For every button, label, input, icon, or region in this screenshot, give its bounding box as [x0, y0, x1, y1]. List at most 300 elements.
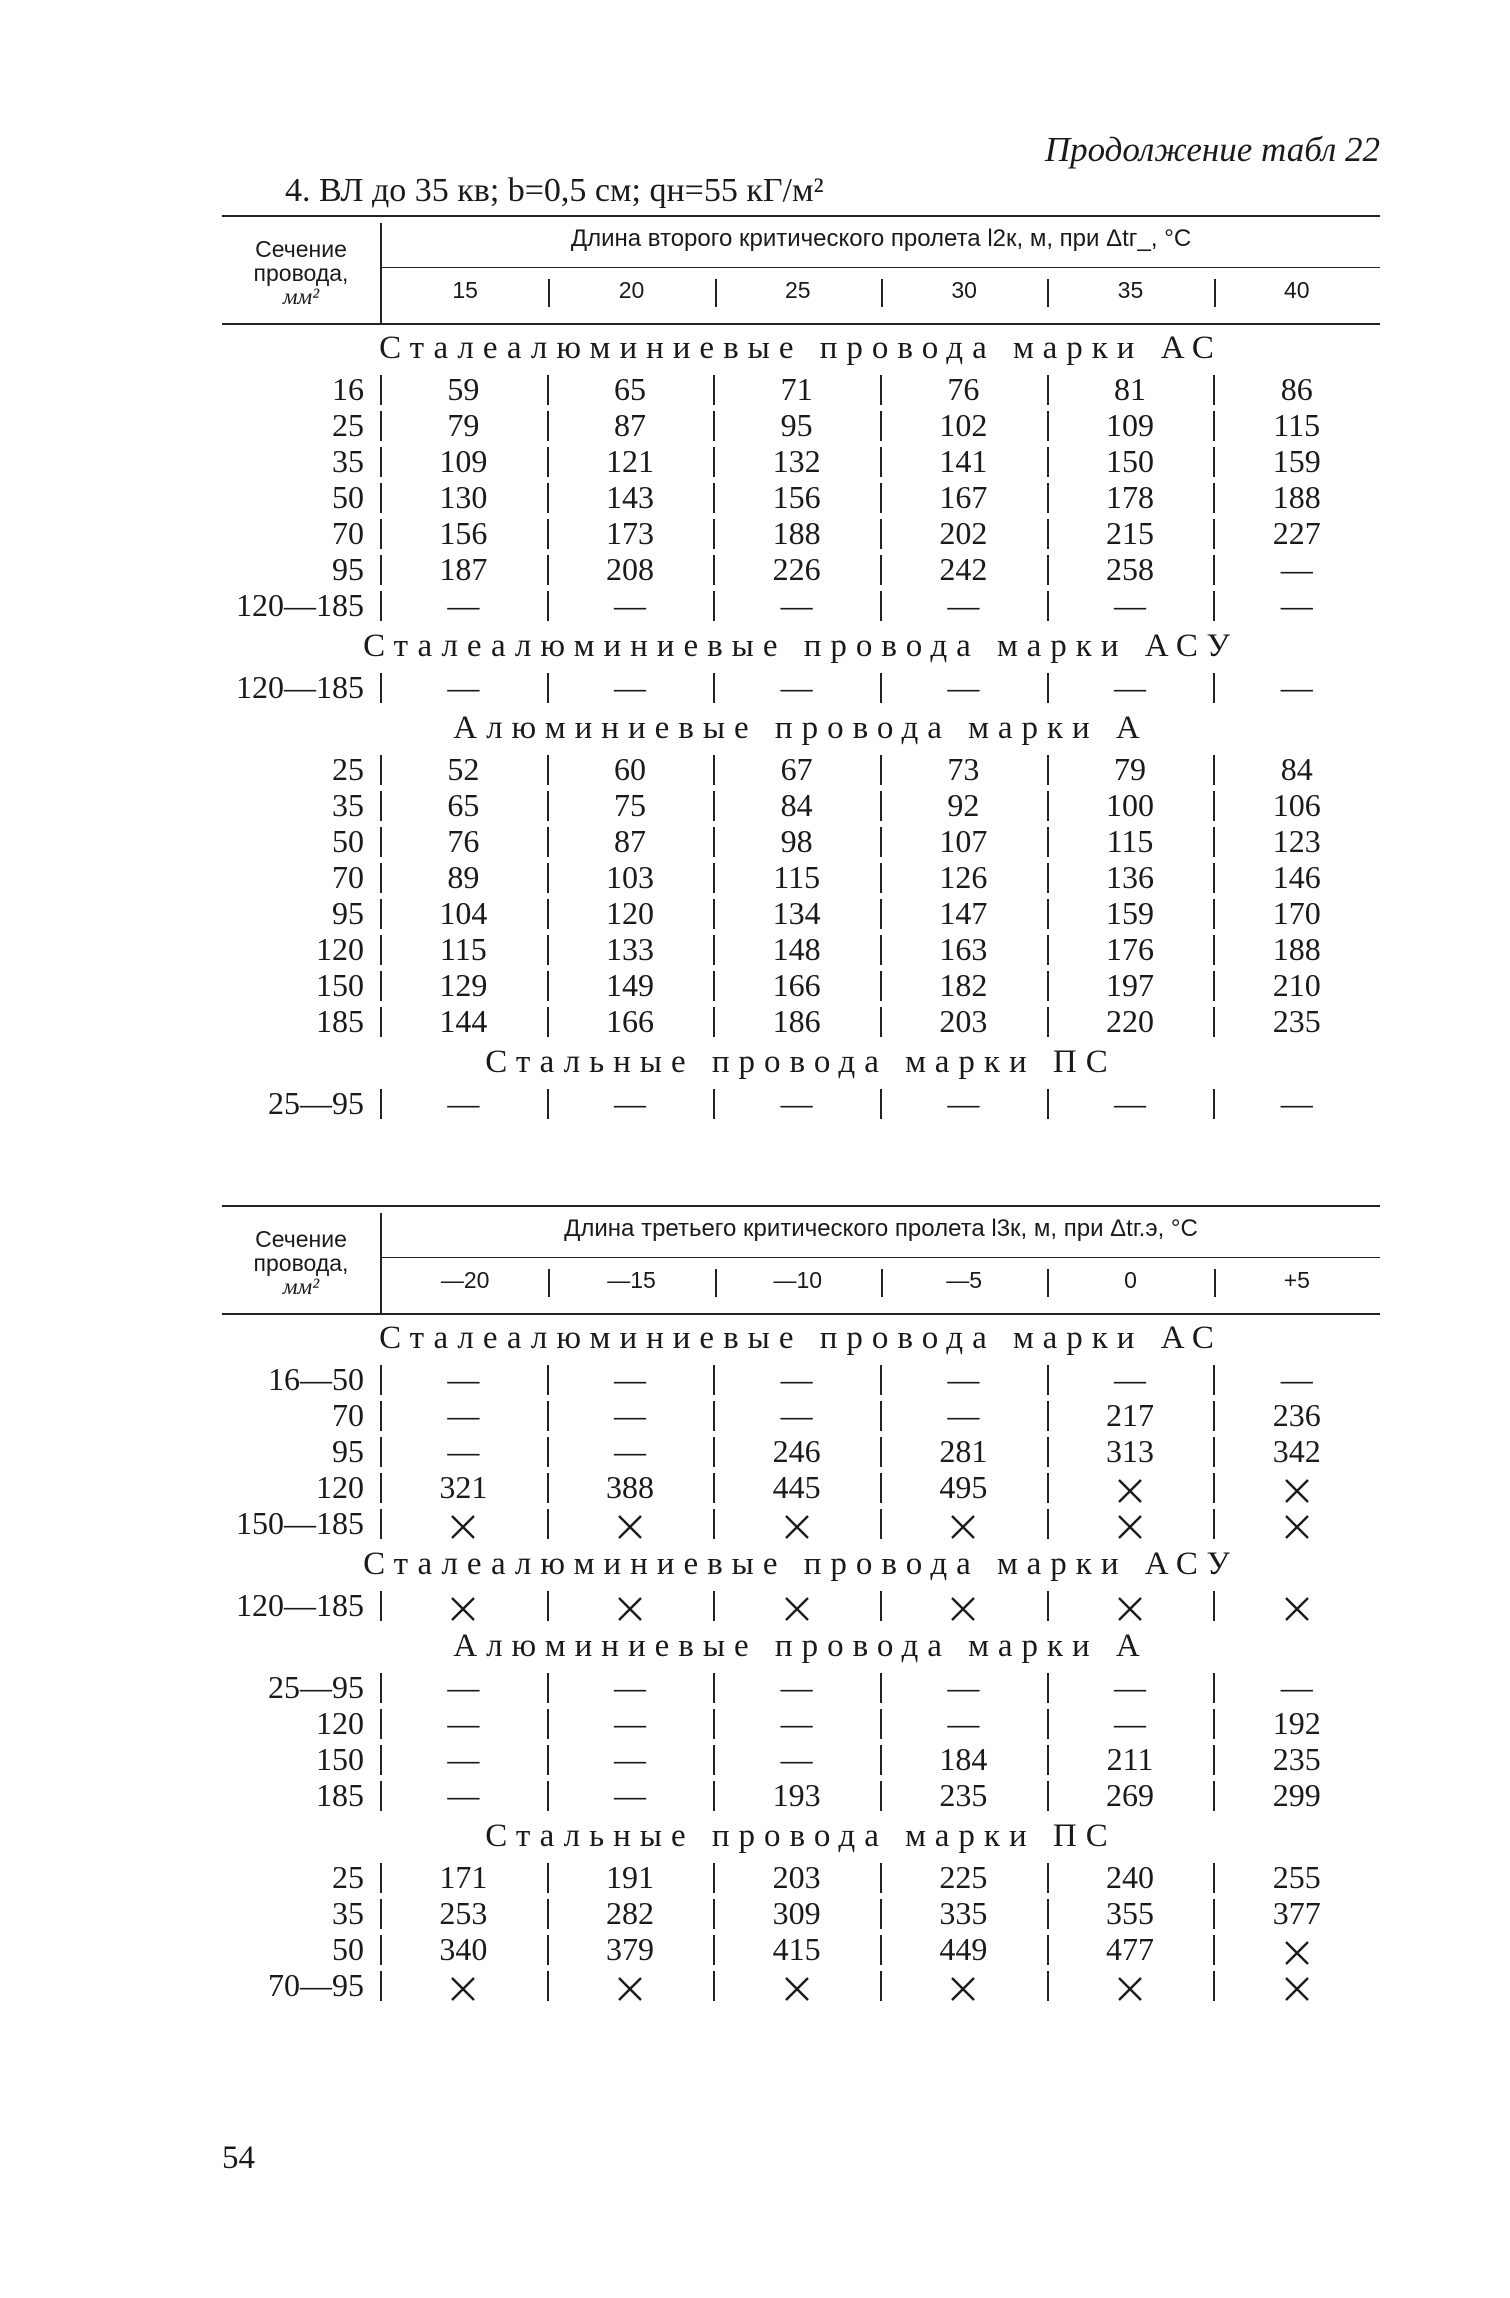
table-cell: 281 [880, 1433, 1047, 1469]
table-cell: 159 [1047, 895, 1214, 931]
table-row [222, 479, 1380, 515]
table-cell: 210 [1213, 967, 1380, 1003]
table-cell: 495 [880, 1469, 1047, 1505]
cross-mark-icon [1115, 1476, 1145, 1506]
table-cell: — [1047, 1361, 1214, 1397]
table-cell: 144 [380, 1003, 547, 1039]
table-row [222, 1587, 1380, 1623]
table-cell: — [1047, 587, 1214, 623]
column-header: 0 [1047, 1263, 1213, 1297]
table-cell: 188 [1213, 931, 1380, 967]
table-cell: 159 [1213, 443, 1380, 479]
table-cell [380, 1587, 547, 1623]
row-label: 70—95 [268, 1967, 364, 2003]
table-header [222, 1207, 1380, 1313]
column-header: 40 [1214, 273, 1380, 307]
table-cell: 342 [1213, 1433, 1380, 1469]
table-cell: — [1213, 1361, 1380, 1397]
row-label: 185 [316, 1003, 364, 1039]
table-cell: — [547, 1777, 714, 1813]
table-caption: 4. ВЛ до 35 кв; b=0,5 см; qн=55 кГ/м² [285, 172, 824, 209]
table-cell: 193 [713, 1777, 880, 1813]
table-cell: 103 [547, 859, 714, 895]
table-cell: — [547, 1433, 714, 1469]
table-cell [547, 1505, 714, 1541]
table-cell: 87 [547, 407, 714, 443]
table-cell: 211 [1047, 1741, 1214, 1777]
cross-mark-icon [448, 1974, 478, 2004]
cross-mark-icon [448, 1512, 478, 1542]
table-cell: — [547, 1705, 714, 1741]
table-cell: 141 [880, 443, 1047, 479]
table-cell: — [1213, 1085, 1380, 1121]
row-label: 35 [332, 1895, 364, 1931]
table-cell [1213, 1469, 1380, 1505]
table-row [222, 1505, 1380, 1541]
table-cell: 134 [713, 895, 880, 931]
table-cell [1047, 1469, 1214, 1505]
table-cell: 89 [380, 859, 547, 895]
table-cell [380, 1967, 547, 2003]
table-cell [1047, 1587, 1214, 1623]
table-row [222, 669, 1380, 705]
table-cell: 191 [547, 1859, 714, 1895]
table-cell: — [713, 1705, 880, 1741]
row-label: 120 [316, 931, 364, 967]
table-cell: 120 [547, 895, 714, 931]
table-cell: — [713, 1361, 880, 1397]
table-row [222, 1085, 1380, 1121]
cross-mark-icon [1282, 1974, 1312, 2004]
table-row [222, 1469, 1380, 1505]
table-cell: 176 [1047, 931, 1214, 967]
table-cell [547, 1587, 714, 1623]
table-row [222, 1895, 1380, 1931]
section-title: Стальные провода марки ПС [485, 1044, 1117, 1080]
table-cell: 166 [713, 967, 880, 1003]
table-cell: 132 [713, 443, 880, 479]
table-cell: 59 [380, 371, 547, 407]
table-row [222, 443, 1380, 479]
table-second-critical-span [222, 215, 1380, 1121]
cross-mark-icon [1282, 1938, 1312, 1968]
table-cell: 246 [713, 1433, 880, 1469]
table-cell: 182 [880, 967, 1047, 1003]
table-cell: 170 [1213, 895, 1380, 931]
table-cell: — [380, 1361, 547, 1397]
table-cell: — [713, 1085, 880, 1121]
table-cell: 197 [1047, 967, 1214, 1003]
table-cell [1213, 1505, 1380, 1541]
row-label: 25 [332, 407, 364, 443]
table-cell: — [380, 1085, 547, 1121]
table-cell: 477 [1047, 1931, 1214, 1967]
table-cell [713, 1967, 880, 2003]
row-label: 70 [332, 1397, 364, 1433]
table-cell: 52 [380, 751, 547, 787]
table-cell: 115 [713, 859, 880, 895]
table-cell: 156 [713, 479, 880, 515]
table-cell: — [380, 1741, 547, 1777]
column-header: 30 [881, 273, 1047, 307]
table-cell: 309 [713, 1895, 880, 1931]
section-title: Стальные провода марки ПС [485, 1818, 1117, 1854]
table-cell: — [880, 1397, 1047, 1433]
table-cell: 136 [1047, 859, 1214, 895]
cross-mark-icon [1115, 1974, 1145, 2004]
table-row [222, 1003, 1380, 1039]
table-cell: 377 [1213, 1895, 1380, 1931]
header-title: Длина третьего критического пролета l3к, м, при Δtг.э, °С [564, 1215, 1198, 1242]
table-cell: — [380, 669, 547, 705]
table-cell: 102 [880, 407, 1047, 443]
table-cell: 98 [713, 823, 880, 859]
table-cell: 235 [1213, 1741, 1380, 1777]
table-cell: 67 [713, 751, 880, 787]
table-cell: 226 [713, 551, 880, 587]
table-row [222, 751, 1380, 787]
table-cell: — [1047, 1705, 1214, 1741]
table-row [222, 515, 1380, 551]
table-cell: 148 [713, 931, 880, 967]
table-cell: — [1213, 587, 1380, 623]
row-label: 25 [332, 751, 364, 787]
table-cell: 255 [1213, 1859, 1380, 1895]
table-cell: 188 [713, 515, 880, 551]
table-cell: 104 [380, 895, 547, 931]
table-row [222, 1433, 1380, 1469]
table-cell: — [880, 669, 1047, 705]
table-cell: — [380, 587, 547, 623]
table-cell: 149 [547, 967, 714, 1003]
table-cell: 133 [547, 931, 714, 967]
section-title: Сталеалюминиевые провода марки АС [379, 330, 1223, 366]
table-cell: — [713, 587, 880, 623]
table-row [222, 551, 1380, 587]
table-cell: 388 [547, 1469, 714, 1505]
cross-mark-icon [1282, 1476, 1312, 1506]
table-cell: 242 [880, 551, 1047, 587]
table-cell: 109 [1047, 407, 1214, 443]
table-cell: — [880, 1085, 1047, 1121]
section-title: Сталеалюминиевые провода марки АСУ [363, 1546, 1239, 1582]
row-label: 150—185 [236, 1505, 364, 1541]
column-header: —5 [881, 1263, 1047, 1297]
table-cell: — [713, 1397, 880, 1433]
cross-mark-icon [782, 1974, 812, 2004]
table-cell: 236 [1213, 1397, 1380, 1433]
table-cell: 415 [713, 1931, 880, 1967]
table-cell: 449 [880, 1931, 1047, 1967]
table-cell: 123 [1213, 823, 1380, 859]
table-cell [1213, 1587, 1380, 1623]
table-cell: 92 [880, 787, 1047, 823]
column-header: 15 [452, 277, 478, 303]
table-cell: 173 [547, 515, 714, 551]
table-cell: 81 [1047, 371, 1214, 407]
row-label: 50 [332, 823, 364, 859]
row-label: 16—50 [268, 1361, 364, 1397]
table-cell: 107 [880, 823, 1047, 859]
row-label: 120 [316, 1469, 364, 1505]
table-row [222, 967, 1380, 1003]
table-cell: 75 [547, 787, 714, 823]
table-cell: 235 [1213, 1003, 1380, 1039]
section-column-header: Сечение провода, мм² [253, 236, 349, 309]
table-cell: 115 [1047, 823, 1214, 859]
cross-mark-icon [782, 1512, 812, 1542]
table-row [222, 587, 1380, 623]
table-cell: 146 [1213, 859, 1380, 895]
table-cell: 166 [547, 1003, 714, 1039]
table-cell: 106 [1213, 787, 1380, 823]
table-cell: — [1047, 1669, 1214, 1705]
table-cell [1047, 1505, 1214, 1541]
column-header: —15 [548, 1263, 714, 1297]
table-cell: 258 [1047, 551, 1214, 587]
row-label: 120—185 [236, 587, 364, 623]
row-label: 150 [316, 1741, 364, 1777]
table-cell: — [547, 1361, 714, 1397]
table-cell: — [547, 587, 714, 623]
table-cell: 87 [547, 823, 714, 859]
column-header: +5 [1214, 1263, 1380, 1297]
section-title: Сталеалюминиевые провода марки АС [379, 1320, 1223, 1356]
cross-mark-icon [1115, 1512, 1145, 1542]
table-body [222, 1315, 1380, 2003]
table-cell: 184 [880, 1741, 1047, 1777]
table-row [222, 1361, 1380, 1397]
table-body [222, 325, 1380, 1121]
table-cell: 65 [547, 371, 714, 407]
table-cell: 282 [547, 1895, 714, 1931]
row-label: 35 [332, 787, 364, 823]
table-cell: 76 [880, 371, 1047, 407]
table-cell: — [380, 1397, 547, 1433]
table-cell [547, 1967, 714, 2003]
section-column-header: Сечение провода, мм² [253, 1226, 349, 1299]
table-cell: 100 [1047, 787, 1214, 823]
table-cell: — [380, 1705, 547, 1741]
table-row [222, 1741, 1380, 1777]
table-cell: 299 [1213, 1777, 1380, 1813]
table-row [222, 931, 1380, 967]
table-cell: 163 [880, 931, 1047, 967]
table-row [222, 1931, 1380, 1967]
cross-mark-icon [948, 1594, 978, 1624]
table-cell: 235 [880, 1777, 1047, 1813]
table-cell: 355 [1047, 1895, 1214, 1931]
row-label: 35 [332, 443, 364, 479]
table-row [222, 1705, 1380, 1741]
table-cell: 84 [713, 787, 880, 823]
row-label: 95 [332, 895, 364, 931]
table-cell: 126 [880, 859, 1047, 895]
column-header: 20 [548, 273, 714, 307]
table-row [222, 1777, 1380, 1813]
table-cell: 253 [380, 1895, 547, 1931]
table-cell: 321 [380, 1469, 547, 1505]
table-header [222, 217, 1380, 323]
table-row [222, 787, 1380, 823]
cross-mark-icon [615, 1974, 645, 2004]
table-cell: — [1047, 1085, 1214, 1121]
table-cell [713, 1505, 880, 1541]
table-cell: — [380, 1777, 547, 1813]
table-cell: 71 [713, 371, 880, 407]
table-cell: — [880, 587, 1047, 623]
row-label: 70 [332, 515, 364, 551]
table-cell: — [880, 1669, 1047, 1705]
row-label: 50 [332, 479, 364, 515]
table-cell: 445 [713, 1469, 880, 1505]
table-cell: 79 [380, 407, 547, 443]
row-label: 120 [316, 1705, 364, 1741]
table-row [222, 1397, 1380, 1433]
table-cell: 60 [547, 751, 714, 787]
row-label: 120—185 [236, 1587, 364, 1623]
header-columns [382, 273, 1380, 307]
table-cell: 208 [547, 551, 714, 587]
table-cell: — [547, 1741, 714, 1777]
table-third-critical-span [222, 1205, 1380, 2003]
table-cell: 129 [380, 967, 547, 1003]
cross-mark-icon [448, 1594, 478, 1624]
section-title: Алюминиевые провода марки А [453, 1628, 1149, 1664]
table-cell: 130 [380, 479, 547, 515]
column-header: 35 [1047, 273, 1213, 307]
table-cell [1047, 1967, 1214, 2003]
header-title: Длина второго критического пролета l2к, м, при Δtг_, °С [570, 225, 1192, 252]
table-cell: 313 [1047, 1433, 1214, 1469]
table-cell: 73 [880, 751, 1047, 787]
table-cell: — [547, 1397, 714, 1433]
cross-mark-icon [615, 1512, 645, 1542]
table-cell: 171 [380, 1859, 547, 1895]
table-cell: — [880, 1705, 1047, 1741]
table-cell: 217 [1047, 1397, 1214, 1433]
table-cell: 156 [380, 515, 547, 551]
row-label: 95 [332, 551, 364, 587]
table-cell: 143 [547, 479, 714, 515]
table-cell: 227 [1213, 515, 1380, 551]
table-cell: 115 [380, 931, 547, 967]
table-cell: — [380, 1433, 547, 1469]
table-cell: 65 [380, 787, 547, 823]
table-cell [1213, 1967, 1380, 2003]
table-cell: 220 [1047, 1003, 1214, 1039]
table-cell: — [547, 1669, 714, 1705]
cross-mark-icon [1115, 1594, 1145, 1624]
table-cell: — [380, 1669, 547, 1705]
table-cell: 109 [380, 443, 547, 479]
row-label: 25—95 [268, 1669, 364, 1705]
row-label: 25—95 [268, 1085, 364, 1121]
row-label: 95 [332, 1433, 364, 1469]
table-cell: 86 [1213, 371, 1380, 407]
table-cell [880, 1505, 1047, 1541]
table-cell [880, 1587, 1047, 1623]
table-cell [880, 1967, 1047, 2003]
header-columns [382, 1263, 1380, 1297]
table-cell [1213, 1931, 1380, 1967]
table-cell: 192 [1213, 1705, 1380, 1741]
cross-mark-icon [1282, 1512, 1312, 1542]
table-row [222, 407, 1380, 443]
table-cell: 121 [547, 443, 714, 479]
table-cell: 147 [880, 895, 1047, 931]
column-header: —10 [715, 1263, 881, 1297]
table-row [222, 859, 1380, 895]
table-cell [713, 1587, 880, 1623]
table-cell: 203 [713, 1859, 880, 1895]
table-cell: 379 [547, 1931, 714, 1967]
row-label: 70 [332, 859, 364, 895]
table-cell: 186 [713, 1003, 880, 1039]
cross-mark-icon [948, 1974, 978, 2004]
table-cell: 79 [1047, 751, 1214, 787]
table-cell: 178 [1047, 479, 1214, 515]
section-title: Алюминиевые провода марки А [453, 710, 1149, 746]
table-cell: 150 [1047, 443, 1214, 479]
row-label: 150 [316, 967, 364, 1003]
table-cell: 202 [880, 515, 1047, 551]
table-cell: 269 [1047, 1777, 1214, 1813]
row-label: 25 [332, 1859, 364, 1895]
row-label: 185 [316, 1777, 364, 1813]
table-cell: — [1213, 551, 1380, 587]
cross-mark-icon [948, 1512, 978, 1542]
table-cell: 225 [880, 1859, 1047, 1895]
section-title: Сталеалюминиевые провода марки АСУ [363, 628, 1239, 664]
table-cell: — [1213, 1669, 1380, 1705]
table-row [222, 895, 1380, 931]
table-row [222, 1669, 1380, 1705]
table-row [222, 1859, 1380, 1895]
table-cell: 115 [1213, 407, 1380, 443]
row-label: 50 [332, 1931, 364, 1967]
table-cell: — [713, 1669, 880, 1705]
table-row [222, 823, 1380, 859]
table-cell: 76 [380, 823, 547, 859]
table-row [222, 371, 1380, 407]
table-cell: 203 [880, 1003, 1047, 1039]
table-cell: 240 [1047, 1859, 1214, 1895]
table-cell: — [713, 669, 880, 705]
table-cell: — [547, 669, 714, 705]
table-cell: 95 [713, 407, 880, 443]
row-label: 16 [332, 371, 364, 407]
column-header: —20 [440, 1267, 490, 1293]
row-label: 120—185 [236, 669, 364, 705]
table-cell: — [1213, 669, 1380, 705]
table-cell: — [880, 1361, 1047, 1397]
table-cell: — [713, 1741, 880, 1777]
table-cell: 188 [1213, 479, 1380, 515]
table-cell: — [1047, 669, 1214, 705]
cross-mark-icon [615, 1594, 645, 1624]
column-header: 25 [715, 273, 881, 307]
table-cell: 187 [380, 551, 547, 587]
table-cell: 340 [380, 1931, 547, 1967]
cross-mark-icon [1282, 1594, 1312, 1624]
table-cell: — [547, 1085, 714, 1121]
table-row [222, 1967, 1380, 2003]
table-cell [380, 1505, 547, 1541]
table-cell: 167 [880, 479, 1047, 515]
table-cell: 335 [880, 1895, 1047, 1931]
table-cell: 84 [1213, 751, 1380, 787]
